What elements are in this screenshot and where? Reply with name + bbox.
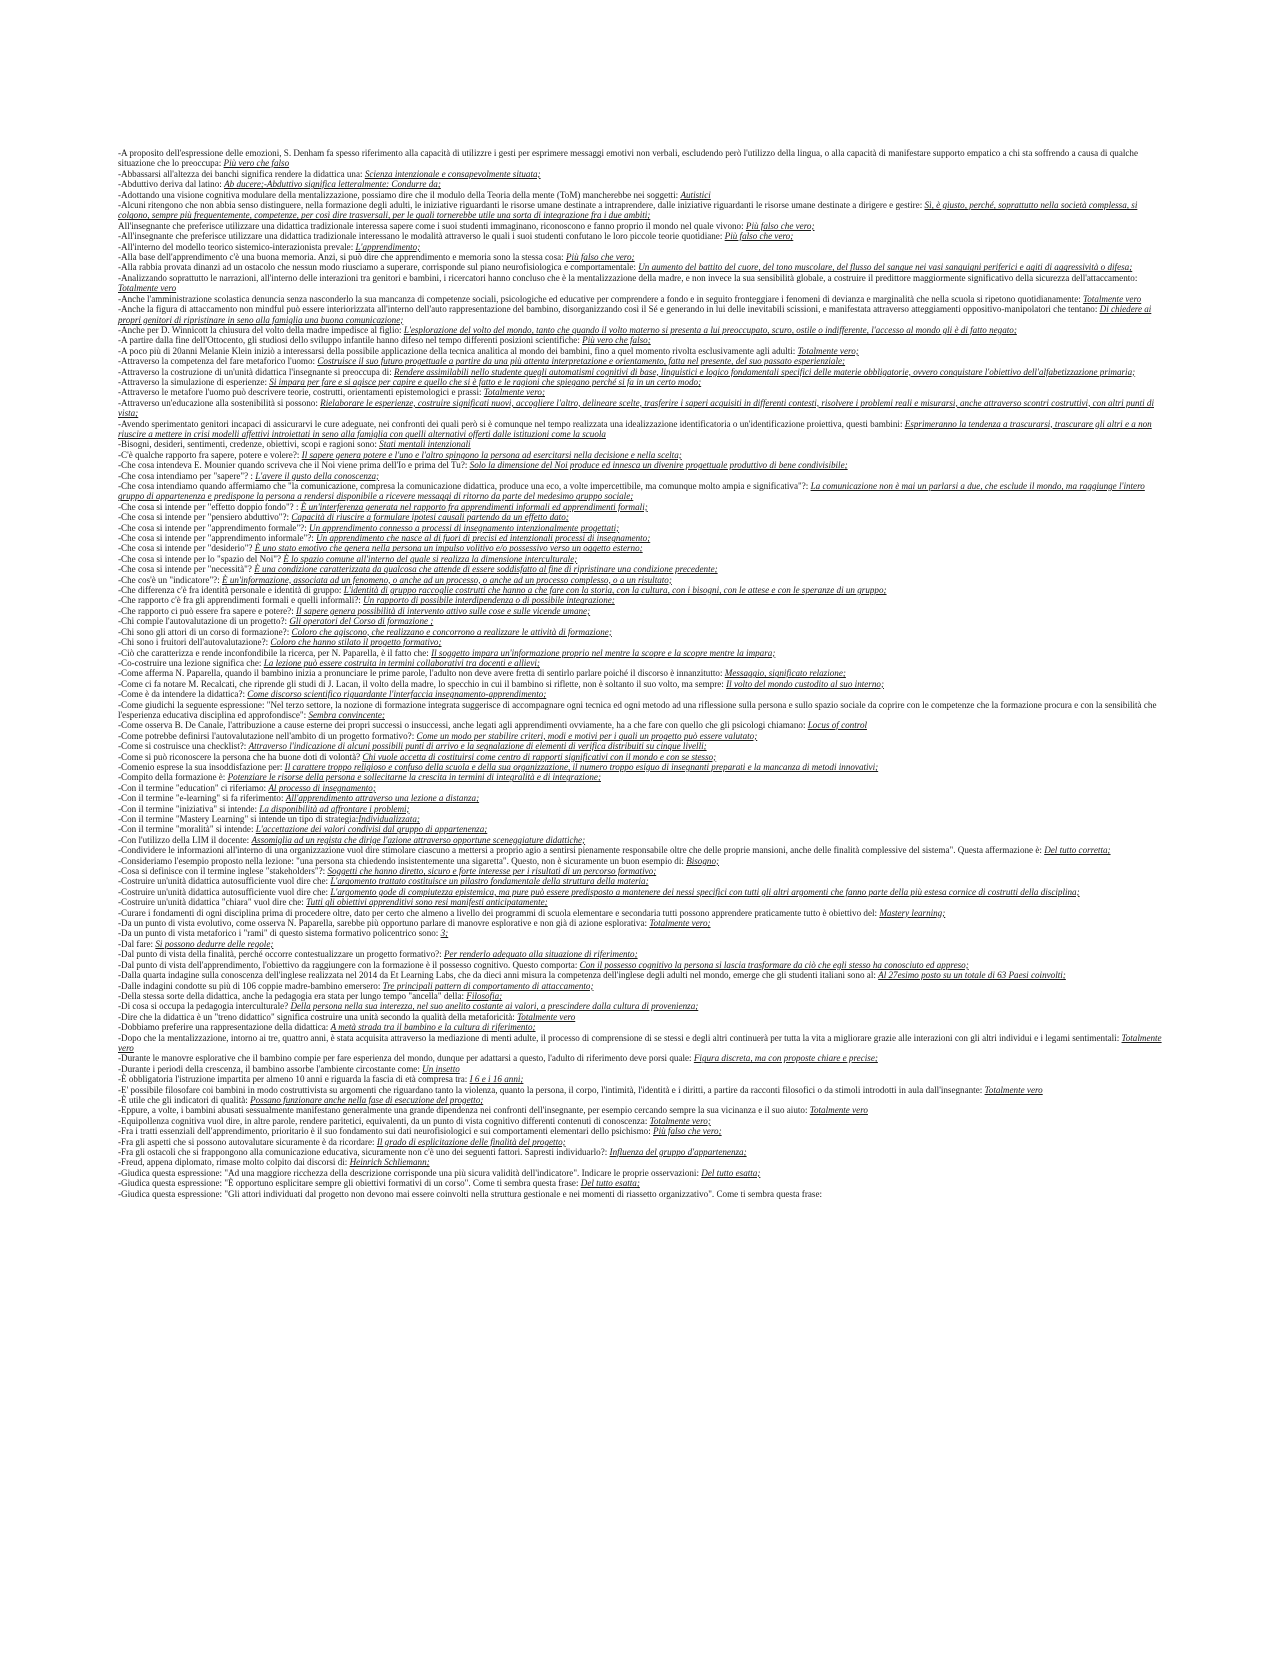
answer-text: Totalmente vero; xyxy=(797,345,859,356)
answer-text: Di chiedere ai propri genitori di ripristinare in seno alla famiglia una buona comunicazione; xyxy=(118,304,1152,325)
qa-line xyxy=(118,439,1162,449)
qa-line xyxy=(118,242,1162,252)
qa-line xyxy=(118,762,1162,772)
qa-line xyxy=(118,1085,1162,1095)
answer-text: È un'informazione, associata ad un fenomeno, o anche ad un processo, o anche ad un processo complesso, o a un risultato; xyxy=(222,574,672,585)
qa-line xyxy=(118,970,1162,980)
question-text: -Giudica questa espressione: "Gli attori individuati dal progetto non devono mai essere coinvolti nella struttura gestionale e nei momenti di riassetto organizzativo". Come ti sembra questa frase: xyxy=(118,1188,823,1199)
question-text: -Curare i fondamenti di ogni disciplina prima di procedere oltre, dato per certo che almeno a livello dei programmi di scuola elementare e secondaria tutti possono apprendere praticamente tutto è obiettivo del: xyxy=(118,907,880,918)
qa-line xyxy=(118,294,1162,304)
question-text: -Attraverso la simulazione di esperienze: xyxy=(118,376,270,387)
answer-text: Totalmente vero xyxy=(118,1032,1162,1053)
qa-line xyxy=(118,1022,1162,1032)
question-text: -Bisogni, desideri, sentimenti, credenze, obiettivi, scopi e ragioni sono: xyxy=(118,439,380,450)
answer-text: Un apprendimento connesso a processi di insegnamento intenzionalmente progettati; xyxy=(309,522,620,533)
answer-text: Il carattere troppo religioso e confuso della scuola e della sua organizzazione, il numero troppo esiguo di insegnanti preparati e la mancanza di metodi innovativi; xyxy=(284,761,879,772)
answer-text: Sembra convincente; xyxy=(308,709,385,720)
qa-line xyxy=(118,897,1162,907)
question-text: -Costruire un'unità didattica "chiara" vuol dire che: xyxy=(118,897,307,908)
question-text: -Che cosa intendiamo quando affermiamo che "la comunicazione, compresa la comunicazione didattica, produce una eco, a volte impercettibile, ma comunque molto ampia e significativa"?: xyxy=(118,481,811,491)
question-text: -Come si costruisce una checklist?: xyxy=(118,741,249,752)
qa-line xyxy=(118,595,1162,605)
question-text: -Della stessa sorte della didattica, anche la pedagogia era stata per lungo tempo "ancella" della: xyxy=(118,990,467,1001)
question-text: -Che rapporto c'è fra gli apprendimenti formali e quelli informali?: xyxy=(118,595,364,606)
question-text: -A proposito dell'espressione delle emozioni, S. Denham fa spesso riferimento alla capacità di utilizzre i gesti per esprimere messaggi emotivi non verbali, escludendo però l'utilizzo della lingua, o alla capacità di manifestare supporto empatico a chi sta soffrendo a causa di qualche situazione che lo preoccupa: xyxy=(118,148,1139,169)
qa-line xyxy=(118,627,1162,637)
qa-line xyxy=(118,876,1162,886)
qa-line xyxy=(118,325,1162,335)
answer-text: Figura discreta, ma con proposte chiare e precise; xyxy=(693,1053,878,1064)
answer-text: Solo la dimensione del Noi produce ed innesca un divenire progettuale produttivo di bene condivisibile; xyxy=(469,460,848,471)
answer-text: Del tutto esatta; xyxy=(580,1178,640,1189)
question-text: -Come giudichi la seguente espressione: "Nel terzo settore, la nozione di formazione integrata suggerisce di accompagnare ogni tecnica ed ogni metodo ad una riflessione sulla persona e sullo spazio sociale da coprire con le competenze che la formazione procura e con la sensibilità che l'esperienza educativa disciplina ed approfondisce": xyxy=(118,699,1157,720)
answer-text: Più falso che vero; xyxy=(653,1126,722,1137)
question-text: -Attraverso le metafore l'uomo può descrivere teorie, costrutti, orientamenti epistemologici e prassi: xyxy=(118,387,484,398)
question-text: -Giudica questa espressione: "È opportuno esplicitare sempre gli obiettivi formativi di un corso". Come ti sembra questa frase: xyxy=(118,1178,581,1189)
qa-line xyxy=(118,741,1162,751)
question-text: -Come si può riconoscere la persona che ha buone doti di volontà? xyxy=(118,751,363,762)
question-text: -Che cosa si intende per "apprendimento formale"?: xyxy=(118,522,309,533)
answer-text: Sì, è giusto, perché, soprattutto nella società complessa, si colgono, sempre più frequentemente, competenze, per così dire trasversali, per le quali tornerebbe utile una sorta di integrazione fra i due ambiti; xyxy=(118,200,1138,221)
answer-text: Rendere assimilabili nello studente quegli automatismi cognitivi di base, linguistici e logico fondamentali specifici delle materie obbligatorie, ovvero conquistare l'obiettivo dell'alfabetizzazione primaria; xyxy=(394,366,1136,377)
qa-line xyxy=(118,148,1162,169)
qa-line xyxy=(118,793,1162,803)
qa-line xyxy=(118,367,1162,377)
qa-line xyxy=(118,720,1162,730)
qa-line xyxy=(118,1168,1162,1178)
qa-line xyxy=(118,502,1162,512)
answer-text: Assomiglia ad un regista che dirige l'azione attraverso opportune sceneggiature didattiche; xyxy=(251,834,586,845)
answer-text: Autistici xyxy=(680,189,711,200)
qa-line xyxy=(118,543,1162,553)
answer-text: Totalmente vero xyxy=(1083,293,1142,304)
answer-text: Messaggio, significato relazione; xyxy=(724,668,846,679)
qa-line xyxy=(118,824,1162,834)
answer-text: Rielaborare le esperienze, costruire significati nuovi, accogliere l'altro, delineare scelte, trasferire i saperi acquisiti in differenti contesti, risolvere i problemi reali e misurarsi, anche attraverso scontri costruttivi, con altri punti di vista; xyxy=(118,397,1154,419)
qa-line xyxy=(118,981,1162,991)
question-text: -Chi sono i fruitori dell'autovalutazione?: xyxy=(118,637,271,648)
answer-text: Individualizzata; xyxy=(358,814,420,824)
question-text: -Alla rabbia provata dinanzi ad un ostacolo che nessun modo riusciamo a superare, corrisponde sul piano neurofisiologica e comportamentale: xyxy=(118,262,639,273)
question-text: -A partire dalla fine dell'Ottocento, gli studiosi dello sviluppo infantile hanno difeso nel tempo differenti posizioni scientifiche: xyxy=(118,335,583,346)
question-text: -Comenio esprese la sua insoddisfazione per: xyxy=(118,761,285,772)
question-text: -Con il termine "iniziativa" si intende: xyxy=(118,803,260,814)
qa-line xyxy=(118,731,1162,741)
question-text: -È utile che gli indicatori di qualità: xyxy=(118,1094,251,1105)
qa-line xyxy=(118,273,1162,294)
question-text: -Costruire un'unità didattica autosufficiente vuol dire che: xyxy=(118,886,331,897)
answer-text: La disponibilità ad affrontare i problemi; xyxy=(259,803,410,814)
question-text: -Dopo che la mentalizzazione, intorno ai tre, quattro anni, è stata acquisita attraverso la mediazione di menti adulte, il processo di comprensione di se stessi e degli altri continuerà per tutta la vita a migliorare grazie alle interazioni con gli altri individui e i legami sentimentali: xyxy=(118,1032,1122,1043)
qa-line xyxy=(118,939,1162,949)
qa-line xyxy=(118,200,1162,221)
answer-text: Heinrich Schliemann; xyxy=(349,1157,430,1168)
answer-text: La comunicazione non è mai un parlarsi a due, che esclude il mondo, ma raggiunge l'intero gruppo di appartenenza e predispone la persona a rendersi disponibile a ricevere messaggi di ritorno da parte del medesimo gruppo sociale; xyxy=(118,481,1145,502)
answer-text: Scienza intenzionale e consapevolmente situata; xyxy=(364,168,541,179)
answer-text: Come discorso scientifico riguardante l'interfaccia insegnamento-apprendimento; xyxy=(247,689,547,700)
answer-text: Più vero che falso; xyxy=(582,335,651,346)
question-text: -Come afferma N. Paparella, quando il bambino inizia a pronunciare le prime parole, l'adulto non deve avere fretta di sentirlo parlare poiché il discorso è innanzitutto: xyxy=(118,668,725,679)
answer-text: Totalmente vero; xyxy=(649,918,711,929)
qa-line xyxy=(118,190,1162,200)
question-text: -Che cosa intendiamo per "sapere"? : xyxy=(118,470,256,481)
question-text: -Co-costruire una lezione significa che: xyxy=(118,657,264,668)
qa-line xyxy=(118,1001,1162,1011)
answer-text: All'apprendimento attraverso una lezione a distanza; xyxy=(285,793,480,804)
answer-text: La lezione può essere costruita in termini collaborativi tra docenti e allievi; xyxy=(263,657,540,668)
question-text: -Abbassarsi all'altezza dei banchi significa rendere la didattica una: xyxy=(118,168,365,179)
question-text: -Che cosa si intende per "apprendimento informale"?: xyxy=(118,533,317,544)
answer-text: Totalmente vero xyxy=(517,1011,576,1022)
qa-line xyxy=(118,169,1162,179)
question-text: -Chi compie l'autovalutazione di un progetto?: xyxy=(118,616,290,627)
question-text: -Cosa si definisce con il termine inglese "stakeholders"?: xyxy=(118,866,328,877)
qa-line xyxy=(118,856,1162,866)
question-text: -Che cosa si intende per "effetto doppio fondo"? : xyxy=(118,501,301,512)
question-text: -Equipollenza cognitiva vuol dire, in altre parole, rendere paritetici, equivalenti, da un punto di vista cognitivo differenti contenuti di conoscenza: xyxy=(118,1115,650,1126)
question-text: -All'insegnante che preferisce utilizzare una didattica tradizionale interessano le modalità attraverso le quali i suoi studenti confutano le loro piccole teorie quotidiane: xyxy=(118,231,725,242)
answer-text: Per renderlo adeguato alla situazione di riferimento; xyxy=(443,949,638,960)
qa-line xyxy=(118,356,1162,366)
question-text: -Analizzando soprattutto le narrazioni, all'interno delle interazioni tra genitori e bambini, i ricercatori hanno concluso che è la mentalizzazione della madre, e non invece la sua sensibilità globale, a costruire il predittore maggiormente significativo della sicurezza dell'attaccamento: xyxy=(118,272,1138,283)
qa-line xyxy=(118,481,1162,502)
qa-line xyxy=(118,450,1162,460)
answer-text: Gli operatori del Corso di formazione ; xyxy=(289,616,434,627)
answer-text: Il grado di esplicitazione delle finalità del progetto; xyxy=(376,1136,566,1147)
question-text: -Attraverso la costruzione di un'unità didattica l'insegnante si preoccupa di: xyxy=(118,366,395,377)
answer-text: L'argomento trattato costituisce un pilastro fondamentale della struttura della materia; xyxy=(330,876,649,887)
question-text: All'insegnante che preferisce utilizzare una didattica tradizionale interessa sapere come i suoi studenti immaginano, riconoscono e fanno proprio il mondo nel quale vivono: xyxy=(118,220,746,231)
answer-text: È un'interferenza generata nel rapporto fra apprendimenti informali ed apprendimenti formali; xyxy=(300,501,648,512)
answer-text: Del tutto corretta; xyxy=(1044,845,1111,856)
question-text: -Che differenza c'è fra identità personale e identità di gruppo: xyxy=(118,585,344,596)
qa-line xyxy=(118,960,1162,970)
answer-text: Coloro che hanno stilato il progetto formativo; xyxy=(270,637,442,648)
qa-line xyxy=(118,1064,1162,1074)
question-text: -Dal fare: xyxy=(118,938,156,949)
question-text: -Condividere le informazioni all'interno di una organizzazione vuol dire stimolare ciascuno a mettersi a proprio agio a sentirsi pienamente responsabile oltre che delle proprie mansioni, anche delle finalità complessive del sistema". Questa affermazione è: xyxy=(118,845,1045,856)
qa-line xyxy=(118,772,1162,782)
answer-text: L'apprendimento; xyxy=(355,241,421,252)
question-text: -Compito della formazione è: xyxy=(118,772,228,783)
qa-line xyxy=(118,814,1162,824)
qa-line xyxy=(118,523,1162,533)
question-text: -Attraverso la competenza del fare metaforico l'uomo: xyxy=(118,356,318,367)
question-text: -Anche la figura di attaccamento non mindful può essere interiorizzata all'interno dell'auto rappresentazione del bambino, disorganizzando così il Sé e generando in lui delle inevitabili scissioni, e manifestata attraverso atteggiamenti oppositivo-manipolatori che tentano: xyxy=(118,304,1100,315)
answer-text: Totalmente vero; xyxy=(649,1115,711,1126)
question-text: -Eppure, a volte, i bambini abusati sessualmente manifestano generalmente una grande dipendenza nei confronti dell'insegnante, per esempio cercando sempre la sua vicinanza e il suo aiuto: xyxy=(118,1105,810,1116)
qa-line xyxy=(118,1095,1162,1105)
question-text: -Che cosa si intende per lo "spazio del Noi"? xyxy=(118,553,284,564)
question-text: -Dal punto di vista della finalità, perché occorre contestualizzare un progetto formativo?: xyxy=(118,949,444,960)
qa-line xyxy=(118,668,1162,678)
qa-line xyxy=(118,585,1162,595)
answer-text: Totalmente vero xyxy=(984,1084,1043,1095)
question-text: -Fra gli ostacoli che si frappongono alla comunicazione educativa, sicuramente non c'è uno dei seguenti fattori. Sapresti individuarlo?: xyxy=(118,1147,610,1157)
qa-line xyxy=(118,335,1162,345)
answer-text: Potenziare le risorse della persona e sollecitarne la crescita in termini di integralità e di integrazione; xyxy=(227,772,601,783)
question-text: -Costruire un'unità didattica autosufficiente vuol dire che: xyxy=(118,876,331,887)
answer-text: Coloro che agiscono, che realizzano e concorrono a realizzare le attività di formazione; xyxy=(291,626,612,637)
question-text: -Fra gli aspetti che si possono autovalutare sicuramente è da ricordare: xyxy=(118,1136,377,1147)
qa-line xyxy=(118,658,1162,668)
answer-text: Tutti gli obiettivi apprenditivi sono resi manifesti anticipatamente; xyxy=(306,897,548,908)
answer-text: Un insetto xyxy=(422,1063,460,1074)
qa-line xyxy=(118,689,1162,699)
qa-line xyxy=(118,606,1162,616)
answer-text: Soggetti che hanno diretto, sicuro e forte interesse per i risultati di un percorso formativo; xyxy=(327,866,657,877)
question-text: -E' possibile filosofare coi bambini in modo costruttivista su argomenti che riguardano tanto la violenza, quanto la persona, il corpo, l'intimità, l'identità e i diritti, a partire da racconti filosofici o da stimoli introdotti in aula dall'insegnante: xyxy=(118,1084,985,1095)
answer-text: Influenza del gruppo d'appartenenza; xyxy=(609,1147,747,1157)
question-text: -Come potrebbe definirsi l'autovalutazione nell'ambito di un progetto formativo?: xyxy=(118,730,417,741)
qa-line xyxy=(118,918,1162,928)
answer-text: Il volto del mondo custodito al suo interno; xyxy=(726,678,884,689)
qa-line xyxy=(118,783,1162,793)
qa-line xyxy=(118,460,1162,470)
qa-line xyxy=(118,564,1162,574)
answer-text: Costruisce il suo futuro progettuale a partire da una più attenta interpretazione e orientamento, fatta nel presente, del suo passato esperienziale; xyxy=(317,356,846,367)
qa-line xyxy=(118,1147,1162,1157)
question-text: -Con il termine "Mastery Learning" si intende un tipo di strategia: xyxy=(118,814,359,824)
question-text: -Che cosa si intende per "pensiero abduttivo"?: xyxy=(118,512,292,523)
question-text: -Come ci fa notare M. Recalcati, che riprende gli studi di J. Lacan, il volto della madre, lo specchio in cui il bambino si riflette, non è soltanto il suo volto, ma sempre: xyxy=(118,678,727,689)
qa-line xyxy=(118,835,1162,845)
question-text: -All'interno del modello teorico sistemico-interazionista prevale: xyxy=(118,241,356,252)
question-text: -Freud, appena diplomato, rimase molto colpito dai discorsi di: xyxy=(118,1157,350,1168)
answer-text: Tre principali pattern di comportamento di attaccamento; xyxy=(382,980,594,991)
question-text: -Anche l'amministrazione scolastica denuncia senza nasconderlo la sua mancanza di competenze sociali, psicologiche ed educative per comprendere a fondo e in seguito fronteggiare i fenomeni di devianza e marginalità che nella scuola si ripetono quotidianamente: xyxy=(118,293,1084,304)
qa-line xyxy=(118,419,1162,440)
qa-line xyxy=(118,252,1162,262)
question-text: -Durante le manovre esplorative che il bambino compie per fare esperienza del mondo, dunque per adattarsi a questo, l'adulto di riferimento deve porsi quale: xyxy=(118,1053,694,1064)
question-text: -Con l'utilizzo della LIM il docente: xyxy=(118,834,252,845)
question-text: -Attraverso un'educazione alla sostenibilità si possono: xyxy=(118,397,321,408)
question-text: -Alcuni ritengono che non abbia senso distinguere, nella formazione degli adulti, le iniziative riguardanti le risorse umane destinate a intraprendere, dalle iniziative riguardanti le risorse umane destinate a dirigere e gestire: xyxy=(118,200,925,211)
qa-line xyxy=(118,512,1162,522)
answer-text: L'esplorazione del volto del mondo, tanto che quando il volto materno si presenta a lui preoccupato, scuro, ostile o indifferente, l'accesso al mondo gli è di fatto negato; xyxy=(403,324,1017,335)
question-text: -Come osserva B. De Canale, l'attribuzione a cause esterne dei propri successi o insuccessi, anche legati agli apprendimenti ovviamente, ha a che fare con quello che gli psicologi chiamano: xyxy=(118,720,808,731)
answer-text: Bisogno; xyxy=(686,855,720,866)
qa-line xyxy=(118,1053,1162,1063)
question-text: -Ciò che caratterizza e rende inconfondibile la ricerca, per N. Paparella, è il fatto che: xyxy=(118,647,432,658)
answer-text: Stati mentali intenzionali xyxy=(379,439,471,450)
qa-line xyxy=(118,845,1162,855)
answer-text: Più vero che falso xyxy=(223,158,290,169)
answer-text: I 6 e i 16 anni; xyxy=(469,1074,524,1085)
qa-line xyxy=(118,887,1162,897)
question-text: -Dobbiamo preferire una rappresentazione della didattica: xyxy=(118,1022,331,1033)
answer-text: Un apprendimento che nasce al di fuori di precisi ed intenzionali processi di insegnamento; xyxy=(316,533,651,544)
answer-text: Con il possesso cognitivo la persona si lascia trasformare da ciò che egli stesso ha conosciuto ed appreso; xyxy=(579,959,969,970)
question-text: -Consideriamo l'esempio proposto nella lezione: "una persona sta chiedendo insistentemente una sigaretta". Questo, non è sicuramente un buon esempio di: xyxy=(118,855,687,866)
qa-line xyxy=(118,1033,1162,1054)
question-text: -Alla base dell'apprendimento c'è una buona memoria. Anzi, si può dire che apprendimento e memoria sono la stessa cosa: xyxy=(118,252,566,263)
answer-text: È lo spazio comune all'interno del quale si realizza la dimensione interculturale; xyxy=(283,553,578,564)
qa-line xyxy=(118,1116,1162,1126)
qa-line xyxy=(118,179,1162,189)
answer-text: Filosofia; xyxy=(466,990,503,1001)
question-text: -Chi sono gli attori di un corso di formazione?: xyxy=(118,626,292,637)
answer-text: Un aumento del battito del cuore, del tono muscolare, del flusso del sangue nei vasi sanguigni periferici e agiti di aggressività o difesa; xyxy=(638,262,1133,273)
answer-text: Più falso che vero; xyxy=(724,231,794,242)
qa-line xyxy=(118,991,1162,1001)
question-text: -Avendo sperimentato genitori incapaci di assicurarvi le cure adeguate, nei confronti dei quali però si è comunque nel tempo realizzata una idealizzazione identificatoria o un'identificazione proiettiva, questi bambini: xyxy=(118,418,905,429)
question-text: -Che cosa intendeva E. Mounier quando scriveva che il Noi viene prima dell'Io e prima del Tu?: xyxy=(118,460,470,471)
answer-text: Mastery learning; xyxy=(879,907,946,918)
qa-line xyxy=(118,346,1162,356)
answer-text: Il sapere genera possibilità di intervento attivo sulle cose e sulle vicende umane; xyxy=(296,605,591,616)
question-text: -Dalle indagini condotte su più di 106 coppie madre-bambino emersero: xyxy=(118,980,383,991)
question-text: -Da un punto di vista evolutivo, come osserva N. Paparella, sarebbe più opportuno parlare di manovre esplorative e non già di azione esplorativa: xyxy=(118,918,650,929)
qa-line xyxy=(118,1126,1162,1136)
answer-text: È uno stato emotivo che genera nella persona un impulso volitivo e/o possessivo verso un oggetto esterno; xyxy=(254,543,643,554)
qa-line xyxy=(118,471,1162,481)
qa-line xyxy=(118,533,1162,543)
qa-line xyxy=(118,1178,1162,1188)
question-text: -Che cosa si intende per "desiderio"? xyxy=(118,543,255,554)
question-text: -Da un punto di vista metaforico i "rami" di questo sistema formativo policentrico sono: xyxy=(118,928,441,939)
qa-line xyxy=(118,804,1162,814)
answer-text: L'identità di gruppo raccoglie costrutti che hanno a che fare con la storia, con la cultura, con i bisogni, con le attese e con le speranze di un gruppo; xyxy=(343,585,887,596)
question-text: -Come è da intendere la didattica?: xyxy=(118,689,248,700)
answer-text: Il sapere genera potere e l'uno e l'altro spingono la persona ad esercitarsi nella decisione e nella scelta; xyxy=(301,449,682,460)
answer-text: Si possono dedurre delle regole; xyxy=(155,938,274,949)
answer-text: Il soggetto impara un'informazione proprio nel mentre la scopre e la scopre mentre la impara; xyxy=(431,647,776,658)
question-text: -Giudica questa espressione: "Ad una maggiore ricchezza della descrizione corrisponde una più sicura validità dell'indicatore". Indicare le proprie osservazioni: xyxy=(118,1167,702,1178)
answer-text: L'argomento gode di compiutezza epistemica, ma pure può essere predisposto a mantenere dei nessi specifici con tutti gli altri argomenti che fanno parte della più estesa cornice di costrutti della disciplina; xyxy=(330,886,1080,897)
qa-line xyxy=(118,262,1162,272)
question-text: -C'è qualche rapporto fra sapere, potere e volere?: xyxy=(118,449,302,460)
answer-text: Al 27esimo posto su un totale di 63 Paesi coinvolti; xyxy=(878,970,1066,981)
answer-text: Del tutto esatta; xyxy=(701,1167,761,1178)
answer-text: 3; xyxy=(440,928,449,939)
answer-text: Esprimeranno la tendenza a trascurarsi, trascurare gli altri e a non riuscire a mettere in crisi modelli affettivi introiettati in seno alla famiglia con quelli alternativi offerti dalle istituzioni come la scuola xyxy=(118,418,1152,439)
qa-line xyxy=(118,1137,1162,1147)
answer-text: L'avere il gusto della conoscenza; xyxy=(255,470,380,481)
question-text: -Che cos'è un "indicatore"?: xyxy=(118,574,223,585)
qa-line xyxy=(118,648,1162,658)
answer-text: A metà strada tra il bambino e la cultura di riferimento; xyxy=(330,1022,536,1033)
qa-line xyxy=(118,908,1162,918)
qa-line xyxy=(118,387,1162,397)
answer-text: Attraverso l'indicazione di alcuni possibili punti di arrivo e la segnalazione di elementi di verifica distribuiti su cinque livelli; xyxy=(248,741,707,752)
question-text: -Fra i tratti essenziali dell'apprendimento, prioritario è il suo fondamento sui dati neurofisiologici e sui comportamenti elementari dello psichismo: xyxy=(118,1126,654,1137)
question-text: -Abduttivo deriva dal latino: xyxy=(118,179,225,190)
answer-text: Totalmente vero xyxy=(118,283,177,294)
qa-line xyxy=(118,1105,1162,1115)
qa-line xyxy=(118,575,1162,585)
qa-line xyxy=(118,554,1162,564)
question-text: -Con il termine "moralità" si intende: xyxy=(118,824,256,835)
question-text: -Dalla quarta indagine sulla conoscenza dell'inglese realizzata nel 2014 da Et Learning Labs, che da dieci anni misura la competenza dell'inglese degli adulti nel mondo, emerge che gli studenti italiani sono al: xyxy=(118,970,879,981)
question-text: -Con il termine "e-learning" si fa riferimento: xyxy=(118,793,286,804)
qa-line xyxy=(118,398,1162,419)
answer-text: Un rapporto di possibile interdipendenza o di possibile integrazione; xyxy=(363,595,615,606)
question-text: -Adottando una visione cognitiva modulare della mentalizzazione, possiamo dire che il modulo della Teoria della mente (ToM) mancherebbe nei soggetti: xyxy=(118,189,681,200)
question-text: -Anche per D. Winnicott la chiusura del volto della madre impedisce al figlio: xyxy=(118,324,404,335)
qa-line xyxy=(118,616,1162,626)
answer-text: Locus of control xyxy=(807,720,868,731)
question-text: -Di cosa si occupa la pedagogia interculturale? xyxy=(118,1001,291,1012)
qa-line xyxy=(118,304,1162,325)
qa-line xyxy=(118,1074,1162,1084)
answer-text: Totalmente vero; xyxy=(483,387,545,398)
answer-text: Della persona nella sua interezza, nel suo anelito costante ai valori, a prescindere dalla cultura di provenienza; xyxy=(290,1001,699,1012)
question-text: -È obbligatoria l'istruzione impartita per almeno 10 anni e riguarda la fascia di età compresa tra: xyxy=(118,1074,470,1085)
qa-line xyxy=(118,637,1162,647)
qa-line xyxy=(118,1012,1162,1022)
question-text: -Dal punto di vista dell'apprendimento, l'obiettivo da raggiungere con la formazione è il possesso cognitivo. Questo comporta: xyxy=(118,959,580,970)
answer-text: Chi vuole accetta di costituirsi come centro di rapporti significativi con il mondo e con se stesso; xyxy=(362,751,717,762)
answer-text: Più falso che vero; xyxy=(565,252,635,263)
qa-line xyxy=(118,1157,1162,1167)
qa-line xyxy=(118,866,1162,876)
qa-line xyxy=(118,752,1162,762)
answer-text: Al processo di insegnamento; xyxy=(268,782,376,793)
qa-line xyxy=(118,231,1162,241)
qa-line xyxy=(118,1189,1162,1199)
question-text: -Durante i periodi della crescenza, il bambino assorbe l'ambiente circostante come: xyxy=(118,1063,423,1074)
answer-text: È una condizione caratterizzata da qualcosa che attende di essere soddisfatto al fine di ripristinare una condizione precedente; xyxy=(254,564,718,575)
answer-text: Possano funzionare anche nella fase di esecuzione del progetto; xyxy=(250,1094,484,1105)
answer-text: Si impara per fare e si agisce per capire e quello che si è fatto e le ragioni che spiegano perché si fa in un certo modo; xyxy=(269,376,702,387)
answer-text: L'accettazione dei valori condivisi dal gruppo di appartenenza; xyxy=(255,824,488,835)
qa-line xyxy=(118,221,1162,231)
qa-line xyxy=(118,949,1162,959)
question-text: -Con il termine "education" ci riferiamo: xyxy=(118,782,269,793)
answer-text: Come un modo per stabilire criteri, modi e motivi per i quali un progetto può essere valutato; xyxy=(416,730,758,741)
question-text: -Dire che la didattica è un "treno didattico" significa costruire una unità secondo la qualità della metaforicità: xyxy=(118,1011,518,1022)
answer-text: Ab ducere;-Abduttivo significa letteralmente: Condurre da; xyxy=(224,179,441,190)
document-page xyxy=(118,148,1162,1199)
answer-text: Più falso che vero; xyxy=(745,220,815,231)
qa-line xyxy=(118,928,1162,938)
question-text: -Che cosa si intende per "necessità"? xyxy=(118,564,255,575)
qa-line xyxy=(118,679,1162,689)
qa-line xyxy=(118,700,1162,721)
question-text: -Che rapporto ci può essere fra sapere e potere?: xyxy=(118,605,296,616)
answer-text: Totalmente vero xyxy=(809,1105,868,1116)
answer-text: Capacità di riuscire a formulare ipotesi causali partendo da un effetto dato; xyxy=(291,512,569,523)
question-text: -A poco più di 20anni Melanie Klein iniziò a interessarsi della possibile applicazione della tecnica analitica al mondo dei bambini, fino a quel momento rivolta esclusivamente agli adulti: xyxy=(118,345,798,356)
qa-line xyxy=(118,377,1162,387)
